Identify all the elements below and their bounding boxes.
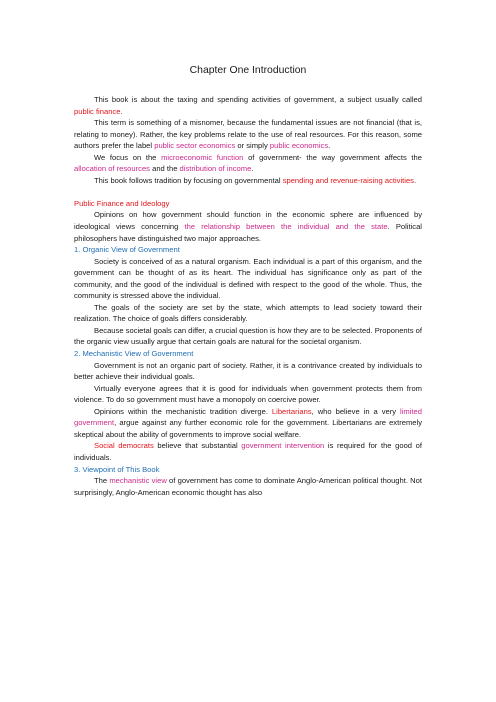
term-limited-government: limited government bbox=[74, 406, 422, 428]
term-allocation-of-resources: allocation of resources bbox=[74, 164, 150, 174]
term-government-intervention: government intervention bbox=[241, 441, 325, 451]
section-heading-organic: 1. Organic View of Government bbox=[74, 245, 180, 255]
mechanistic-paragraph-4: Social democrats believe that substantial government intervention is required for the good of individuals. bbox=[74, 441, 422, 462]
section-heading-mechanistic: 2. Mechanistic View of Government bbox=[74, 349, 194, 359]
viewpoint-paragraph-1: The mechanistic view of government has come to dominate Anglo-American political thought. Not surprisingly, Anglo-American economic thought has also bbox=[74, 476, 423, 497]
intro-paragraph-1: This book is about the taxing and spending activities of government, a subject usually called public finance. bbox=[74, 95, 422, 116]
term-public-economics: public economics bbox=[269, 141, 329, 151]
term-public-sector-economics: public sector economics bbox=[154, 141, 236, 151]
intro-paragraph-4: This book follows tradition by focusing on governmental spending and revenue-raising activities. bbox=[94, 175, 417, 185]
organic-paragraph-1: Society is conceived of as a natural organism. Each individual is a part of this organism, and the government can be thought of as its heart. The individual has significance only as part of the community, and the good of the individual is defined with respect to the good of the whole. Thus, the community is stressed above the individual. bbox=[74, 256, 422, 301]
organic-paragraph-2: The goals of the society are set by the state, which attempts to lead society toward their realization. The choice of goals differs considerably. bbox=[74, 302, 422, 324]
term-libertarians: Libertarians bbox=[271, 406, 312, 416]
term-public-finance: public finance bbox=[74, 106, 121, 116]
document-body bbox=[74, 64, 422, 498]
chapter-title: Chapter One Introduction bbox=[189, 65, 307, 76]
mechanistic-paragraph-1: Government is not an organic part of society. Rather, it is a contrivance created by individuals to better achieve their individual goals. bbox=[74, 360, 422, 382]
section-heading-ideology: Public Finance and Ideology bbox=[74, 198, 170, 208]
intro-paragraph-3: We focus on the microeconomic function of government- the way government affects the allocation of resources and the distribution of income. bbox=[74, 152, 422, 174]
intro-paragraph-2: This term is something of a misnomer, because the fundamental issues are not financial (that is, relating to money). Rather, the key problems relate to the use of real resources. For this reason, some authors prefer the label public sector economics or simply public economics. bbox=[74, 118, 422, 151]
ideology-paragraph-1: Opinions on how government should function in the economic sphere are influenced by ideological views concerning the relationship between the individual and the state. Political philosophers have distinguished two major approaches. bbox=[74, 210, 422, 243]
mechanistic-paragraph-3: Opinions within the mechanistic tradition diverge. Libertarians, who believe in a very limited government, argue against any further economic role for the government. Libertarians are extremely skeptical about the ability of governments to improve social welfare. bbox=[74, 406, 422, 439]
term-individual-and-state: the relationship between the individual and the state bbox=[184, 222, 388, 232]
term-mechanistic-view: mechanistic view bbox=[109, 476, 167, 486]
term-distribution-of-income: distribution of income bbox=[179, 164, 252, 174]
term-spending-and-revenue: spending and revenue-raising activities bbox=[282, 175, 414, 185]
term-microeconomic-function: microeconomic function bbox=[161, 152, 244, 162]
section-heading-viewpoint: 3. Viewpoint of This Book bbox=[74, 464, 160, 474]
term-social-democrats: Social democrats bbox=[94, 441, 154, 451]
mechanistic-paragraph-2: Virtually everyone agrees that it is good for individuals when government protects them from violence. To do so government must have a monopoly on coercive power. bbox=[74, 383, 422, 405]
organic-paragraph-3: Because societal goals can differ, a crucial question is how they are to be selected. Proponents of the organic view usually argue that certain goals are natural for the societal organism. bbox=[74, 325, 422, 347]
